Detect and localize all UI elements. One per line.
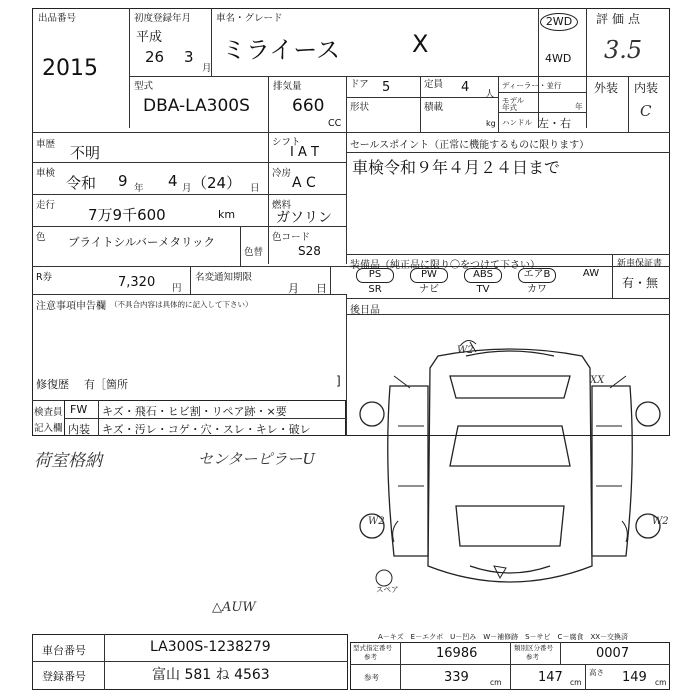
divider <box>498 112 586 113</box>
capacity: 4 <box>461 80 470 95</box>
inspection-year-unit: 年 <box>134 183 144 194</box>
repair-value: 有［箇所 <box>84 378 128 391</box>
equipment-item <box>350 268 400 296</box>
sales-label: セールスポイント（正常に機能するものに限ります） <box>350 140 590 151</box>
lot-label: 出品番号 <box>38 13 77 24</box>
car-damage-diagram <box>350 316 670 616</box>
history-value: 不明 <box>70 144 101 162</box>
doors: 5 <box>382 80 391 95</box>
after-market-label: 後日品 <box>350 305 380 316</box>
handle-value: 左・右 <box>538 117 571 130</box>
fuel-label: 燃料 <box>272 200 292 211</box>
inspection-month: 4 <box>168 172 178 190</box>
interior-row: キズ・汚レ・コゲ・穴・スレ・キレ・破レ <box>102 423 311 436</box>
shift-value: I A T <box>290 145 319 160</box>
doors-label: ドア <box>350 79 369 90</box>
equipment-item-bottom: TV <box>476 284 490 295</box>
type-cert-ref: 参考 <box>364 653 377 661</box>
score: 3.5 <box>604 36 643 64</box>
equipment-item <box>458 268 508 296</box>
divider <box>346 298 670 299</box>
divider <box>346 314 670 315</box>
divider <box>268 162 346 163</box>
capacity-unit: 人 <box>485 89 495 100</box>
cc: CC <box>328 118 342 129</box>
hand-note-left: 荷室格納 <box>34 451 102 471</box>
hand-note-bottom: △AUW <box>212 600 256 615</box>
capacity-label: 定員 <box>424 79 444 90</box>
divider <box>628 76 629 132</box>
color-label: 色 <box>36 232 46 243</box>
divider <box>268 132 269 264</box>
warranty-label: 新車保証書 <box>617 259 663 269</box>
drive-4wd: 4WD <box>545 52 572 65</box>
divider <box>190 266 191 294</box>
category-ref: 参考 <box>526 653 539 661</box>
plate-value: 富山 581 ね 4563 <box>152 667 270 683</box>
type-value: DBA-LA300S <box>143 96 250 116</box>
width-cm: cm <box>570 678 582 687</box>
divider <box>104 634 105 690</box>
inspector-label-1: 検査員 <box>34 407 63 418</box>
divider <box>32 132 670 133</box>
equipment-item-top: エアB <box>518 268 556 283</box>
recycle-value: 7,320 <box>118 275 156 290</box>
equipment-item <box>404 268 454 296</box>
equipment-label: 装備品（純正品に限り〇をつけて下さい） <box>350 260 540 271</box>
color-value: ブライトシルバーメタリック <box>68 235 216 249</box>
inspection-day-unit: 日 <box>250 183 260 194</box>
handle-label: ハンドル <box>502 118 532 127</box>
year-handwritten: 2015 <box>42 56 98 81</box>
inspector-label-2: 記入欄 <box>34 423 63 434</box>
day-char: 日 <box>316 282 327 295</box>
type-cert-value: 16986 <box>436 646 478 661</box>
era: 平成 <box>136 30 163 45</box>
kg: kg <box>486 119 496 128</box>
reg-year: 26 <box>145 48 165 66</box>
color-code: S28 <box>298 244 321 258</box>
divider <box>346 97 498 98</box>
divider <box>129 8 130 128</box>
height-value: 149 <box>622 670 647 685</box>
equipment-item <box>566 268 616 296</box>
divider <box>32 194 346 195</box>
shape-label: 形状 <box>350 102 370 113</box>
category-value: 0007 <box>596 646 630 661</box>
inspection-label: 車検 <box>36 168 56 179</box>
color-code-label: 色コード <box>272 232 311 243</box>
model-name: ミライース <box>222 36 341 64</box>
type-cert-label: 型式指定番号 <box>353 644 392 652</box>
divider <box>420 76 421 132</box>
equipment-item-bottom: SR <box>368 284 382 295</box>
inspection-month-unit: 月 <box>182 183 192 194</box>
dims-ref: 参考 <box>364 673 379 682</box>
divider <box>32 162 268 163</box>
sales-text: 車検令和９年４月２４日まで <box>352 158 561 177</box>
mileage-label: 走行 <box>36 200 56 211</box>
plate-label: 登録番号 <box>42 670 86 683</box>
width-value: 147 <box>538 670 563 685</box>
divider <box>240 226 241 266</box>
notes-sub: （不具合内容は具体的に記入して下さい） <box>110 300 253 309</box>
fw-row: キズ・飛石・ヒビ割・リペア跡・×要 <box>102 405 287 418</box>
inspection-day: （24） <box>192 174 242 192</box>
length-cm: cm <box>490 678 502 687</box>
divider <box>498 92 586 93</box>
repair-label: 修復歴 <box>36 378 69 391</box>
recycle-label: R券 <box>36 272 53 283</box>
equipment-item-bottom: カワ <box>527 284 547 295</box>
divider <box>560 642 561 664</box>
ac-label: 冷房 <box>272 168 292 179</box>
mark-left-side: W2 <box>368 516 385 527</box>
spare-label: スペア <box>376 585 399 594</box>
mileage-value: 7万9千600 <box>88 206 166 224</box>
displacement-label: 排気量 <box>273 81 302 92</box>
interior-head: 内装 <box>68 423 90 436</box>
legend: A－キズ E－エクボ U－凹み W－補修跡 S－サビ C－腐食 XX－交換済 <box>378 633 629 641</box>
divider <box>346 254 670 255</box>
fuel-value: ガソリン <box>276 210 332 226</box>
equipment-item-top: PS <box>356 268 394 283</box>
divider <box>346 76 347 132</box>
divider <box>400 642 401 664</box>
category-label: 類別区分番号 <box>514 644 553 652</box>
divider <box>538 8 539 128</box>
divider <box>346 294 347 436</box>
divider <box>586 8 587 128</box>
height-cm: cm <box>655 678 667 687</box>
equipment-row <box>350 268 612 296</box>
name-change-label: 名変通知期限 <box>195 272 253 283</box>
first-reg-label: 初度登録年月 <box>134 13 192 24</box>
chassis-value: LA300S-1238279 <box>150 639 271 655</box>
equipment-item <box>512 268 562 296</box>
ac-value: A C <box>292 175 316 191</box>
inspection-year: 9 <box>118 172 128 190</box>
equipment-item-top: AW <box>582 268 600 279</box>
divider <box>400 664 401 690</box>
equipment-item-top: ABS <box>464 268 502 283</box>
interior-grade: C <box>640 102 652 120</box>
interior-label: 内装 <box>634 81 659 95</box>
divider <box>498 76 499 132</box>
warranty-value: 有・無 <box>622 276 659 290</box>
model-label: 車名・グレード <box>216 13 283 24</box>
mark-front-right: XX <box>590 375 605 386</box>
fw-head: FW <box>70 403 88 416</box>
divider <box>346 152 670 153</box>
drive-2wd: 2WD <box>540 13 578 31</box>
chassis-label: 車台番号 <box>42 644 86 657</box>
divider <box>268 76 269 132</box>
month-unit: 月 <box>202 63 212 74</box>
height-label: 高さ <box>589 668 604 677</box>
divider <box>330 266 331 294</box>
yen: 円 <box>172 283 182 294</box>
equipment-item-bottom: ナビ <box>419 284 439 295</box>
divider <box>510 642 511 690</box>
history-label: 車歴 <box>36 139 56 150</box>
inspection-era: 令和 <box>66 174 97 192</box>
reg-month: 3 <box>184 48 194 66</box>
length-value: 339 <box>444 670 469 685</box>
color-change-label: 色替 <box>244 247 264 258</box>
load-label: 積載 <box>424 102 444 113</box>
mark-right-side: W2 <box>652 516 669 527</box>
divider <box>585 664 586 690</box>
model-year-label: モデル年式 <box>502 96 525 112</box>
type-label: 型式 <box>134 81 154 92</box>
displacement: 660 <box>292 96 325 116</box>
exterior-label: 外装 <box>594 81 619 95</box>
month-char: 月 <box>288 282 299 295</box>
divider <box>32 661 348 662</box>
equipment-item-top: PW <box>410 268 448 283</box>
repair-bracket: ] <box>336 374 341 388</box>
grade: X <box>412 30 429 58</box>
score-label: 評価点 <box>596 12 645 26</box>
km: km <box>218 208 236 221</box>
shift-label: シフト <box>272 137 301 148</box>
hand-note-mid: センターピラーU <box>198 450 316 468</box>
dealer-label: ディーラー・並行 <box>502 81 562 90</box>
notes-label: 注意事項申告欄 <box>36 301 106 312</box>
divider <box>98 400 99 436</box>
mark-front-left: W2 <box>457 345 474 356</box>
nen: 年 <box>575 102 583 111</box>
